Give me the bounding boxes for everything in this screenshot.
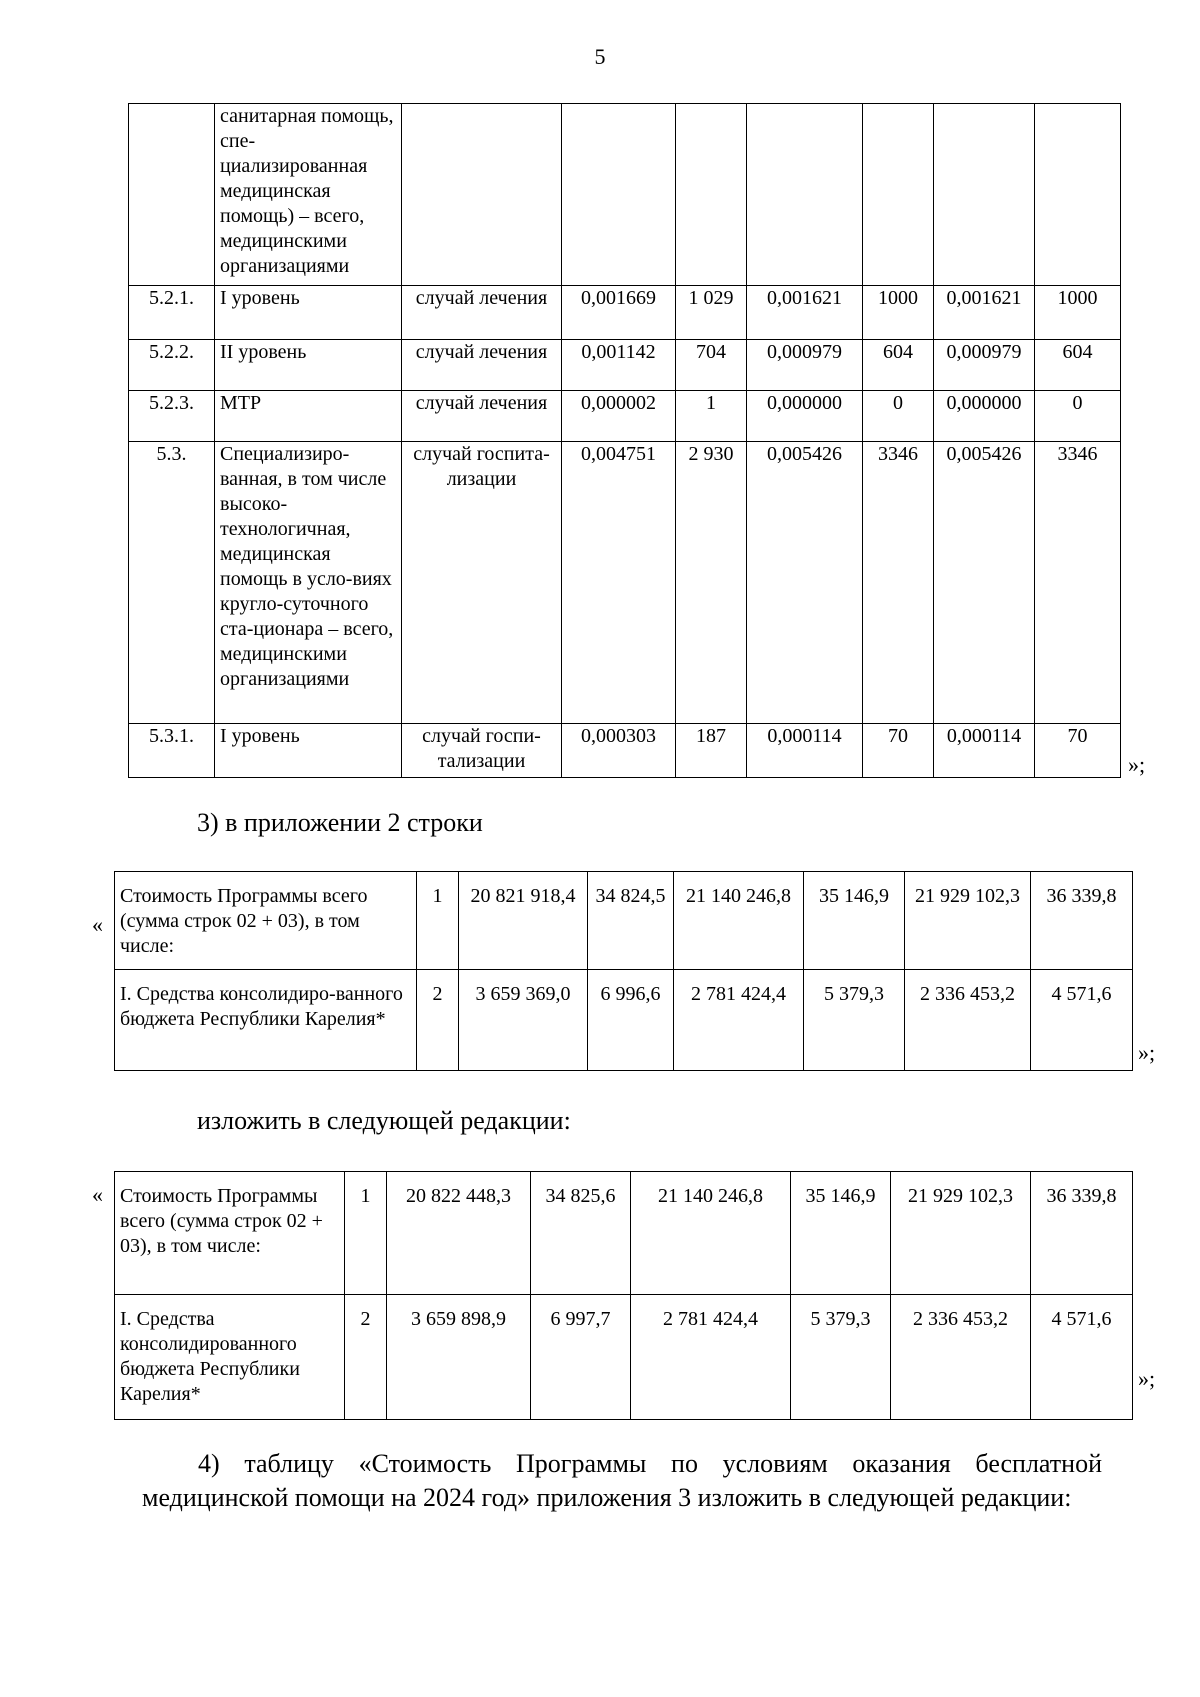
cell-value: 0	[1035, 391, 1121, 442]
cell-value	[863, 104, 934, 286]
close-quote: »;	[1138, 1040, 1156, 1065]
row-name: II уровень	[215, 340, 402, 391]
row-name: I. Средства консолидиро-ванного бюджета Республики Карелия*	[115, 970, 417, 1071]
cell-value: 3 659 898,9	[387, 1295, 531, 1420]
row-number: 2	[345, 1295, 387, 1420]
table-row	[129, 340, 1121, 391]
cell-value: 187	[676, 724, 747, 778]
page-number: 5	[594, 44, 606, 69]
cell-value	[747, 104, 863, 286]
cell-value: 3346	[1035, 442, 1121, 724]
cell-value: 0,000000	[747, 391, 863, 442]
cell-value: 2 336 453,2	[891, 1295, 1031, 1420]
row-number: 2	[417, 970, 459, 1071]
cell-value: 0,000979	[934, 340, 1035, 391]
cell-value: 0,000114	[934, 724, 1035, 778]
cell-value	[562, 104, 676, 286]
cost-table-new	[114, 1171, 1133, 1420]
row-number: 5.3.	[129, 442, 215, 724]
row-number: 5.2.1.	[129, 286, 215, 340]
open-quote: «	[92, 1182, 103, 1207]
cell-value: 6 997,7	[531, 1295, 631, 1420]
cell-value: 0,001621	[747, 286, 863, 340]
table-row	[129, 724, 1121, 778]
cell-value: 0	[863, 391, 934, 442]
cell-value: 0,005426	[934, 442, 1035, 724]
cell-value: 3346	[863, 442, 934, 724]
cell-value	[676, 104, 747, 286]
cost-table-old	[114, 871, 1133, 1071]
cell-value: 0,005426	[747, 442, 863, 724]
cell-value: 3 659 369,0	[459, 970, 588, 1071]
cell-value: 4 571,6	[1031, 970, 1133, 1071]
table-row	[115, 1295, 1133, 1420]
cell-value: 604	[863, 340, 934, 391]
cell-value: 0,004751	[562, 442, 676, 724]
cell-value: 36 339,8	[1031, 1172, 1133, 1295]
cell-value: 21 929 102,3	[905, 872, 1031, 970]
row-number: 1	[417, 872, 459, 970]
cell-value: 0,000002	[562, 391, 676, 442]
row-name: МТР	[215, 391, 402, 442]
cell-value: 5 379,3	[791, 1295, 891, 1420]
row-number: 5.3.1.	[129, 724, 215, 778]
table-row	[129, 442, 1121, 724]
row-unit: случай лечения	[402, 391, 562, 442]
table-row	[115, 970, 1133, 1071]
cell-value: 4 571,6	[1031, 1295, 1133, 1420]
row-number: 5.2.2.	[129, 340, 215, 391]
cell-value: 1	[676, 391, 747, 442]
cell-value: 0,000303	[562, 724, 676, 778]
cell-value: 35 146,9	[804, 872, 905, 970]
cell-value: 20 822 448,3	[387, 1172, 531, 1295]
cell-value: 34 825,6	[531, 1172, 631, 1295]
table-row	[115, 872, 1133, 970]
cell-value: 70	[863, 724, 934, 778]
cell-value: 5 379,3	[804, 970, 905, 1071]
table-row	[129, 286, 1121, 340]
volume-table	[128, 103, 1121, 778]
cell-value: 604	[1035, 340, 1121, 391]
cell-value: 0,000114	[747, 724, 863, 778]
cell-value: 1 029	[676, 286, 747, 340]
cell-value: 2 781 424,4	[674, 970, 804, 1071]
row-name: Стоимость Программы всего (сумма строк 02 + 03), в том числе:	[115, 1172, 345, 1295]
row-unit: случай госпи-тализации	[402, 724, 562, 778]
row-name: I уровень	[215, 286, 402, 340]
cell-value: 0,001669	[562, 286, 676, 340]
cell-value: 0,001621	[934, 286, 1035, 340]
row-unit: случай лечения	[402, 286, 562, 340]
cell-value: 1000	[1035, 286, 1121, 340]
cell-value: 36 339,8	[1031, 872, 1133, 970]
row-unit: случай госпита-лизации	[402, 442, 562, 724]
row-name: санитарная помощь, спе- циализированная медицинская помощь) – всего, медицинскими организациями	[215, 104, 402, 286]
cell-value: 0,000000	[934, 391, 1035, 442]
open-quote: «	[92, 912, 103, 937]
row-name: I. Средства консолидированного бюджета Республики Карелия*	[115, 1295, 345, 1420]
paragraph-4: 4) таблицу «Стоимость Программы по условиям оказания бесплатной медицинской помощи на 2024 год» приложения 3 изложить в следующей редакции:	[142, 1449, 1102, 1512]
cell-value: 704	[676, 340, 747, 391]
cell-value: 2 781 424,4	[631, 1295, 791, 1420]
cell-value: 21 140 246,8	[674, 872, 804, 970]
cell-value: 21 140 246,8	[631, 1172, 791, 1295]
cell-value: 35 146,9	[791, 1172, 891, 1295]
table-row	[129, 104, 1121, 286]
cell-value: 20 821 918,4	[459, 872, 588, 970]
row-name: I уровень	[215, 724, 402, 778]
cell-value: 70	[1035, 724, 1121, 778]
row-number: 5.2.3.	[129, 391, 215, 442]
table-row	[129, 391, 1121, 442]
paragraph-3: 3) в приложении 2 строки	[197, 808, 483, 837]
row-unit	[402, 104, 562, 286]
cell-value: 21 929 102,3	[891, 1172, 1031, 1295]
row-number: 1	[345, 1172, 387, 1295]
cell-value: 2 930	[676, 442, 747, 724]
row-number	[129, 104, 215, 286]
cell-value: 2 336 453,2	[905, 970, 1031, 1071]
cell-value: 6 996,6	[588, 970, 674, 1071]
close-quote: »;	[1128, 752, 1146, 777]
cell-value	[934, 104, 1035, 286]
row-name: Специализиро-ванная, в том числе высоко-технологичная, медицинская помощь в усло-виях кругло-суточного ста-ционара – всего, медицинскими организациями	[215, 442, 402, 724]
cell-value: 0,001142	[562, 340, 676, 391]
table-row	[115, 1172, 1133, 1295]
cell-value: 34 824,5	[588, 872, 674, 970]
row-name: Стоимость Программы всего (сумма строк 02 + 03), в том числе:	[115, 872, 417, 970]
close-quote: »;	[1138, 1366, 1156, 1391]
cell-value	[1035, 104, 1121, 286]
cell-value: 0,000979	[747, 340, 863, 391]
row-unit: случай лечения	[402, 340, 562, 391]
cell-value: 1000	[863, 286, 934, 340]
paragraph-edit: изложить в следующей редакции:	[197, 1106, 571, 1135]
